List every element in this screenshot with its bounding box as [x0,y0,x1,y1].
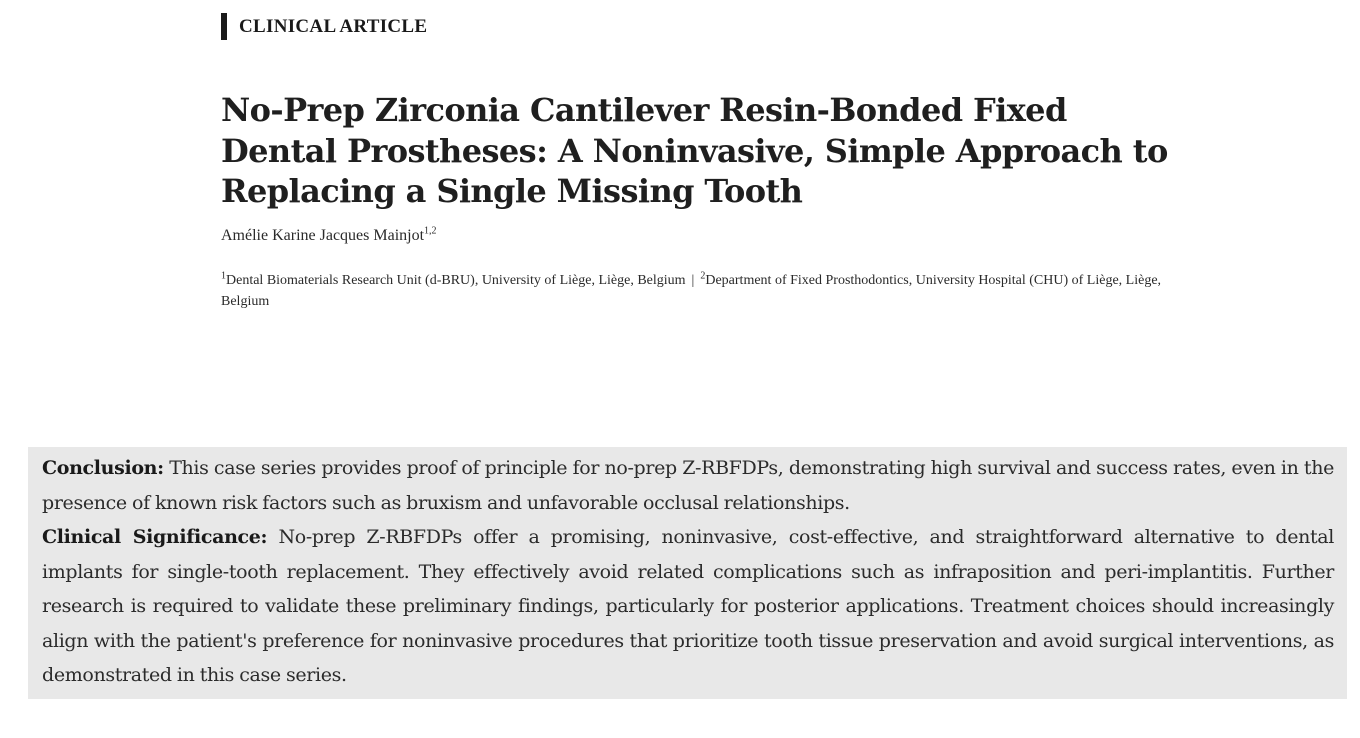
clinical-significance-heading: Clinical Significance: [42,526,268,548]
affiliation-separator: | [691,273,695,288]
section-label: CLINICAL ARTICLE [239,15,428,37]
clinical-significance-paragraph [42,520,1334,693]
conclusion-paragraph [42,451,1334,520]
author-line [221,227,437,245]
affiliations [221,270,1171,312]
affiliation-ref: 1 [221,270,226,282]
affiliation-ref: 2 [700,270,706,282]
affiliation-text: Dental Biomaterials Research Unit (d-BRU), University of Liège, Liège, Belgium [226,273,686,288]
affiliation-text: Department of Fixed Prosthodontics, University Hospital (CHU) of Liège, Liège, Belgium [221,273,1162,309]
author-name: Amélie Karine Jacques Mainjot [221,227,425,244]
conclusion-text: This case series provides proof of principle for no-prep Z-RBFDPs, demonstrating high survival and success rates, even in the presence of known risk factors such as bruxism and unfavorable occlusal relationships. [42,457,1334,514]
conclusion-heading: Conclusion: [42,457,164,479]
section-marker-bar [221,13,227,40]
author-affiliation-refs: 1,2 [424,225,437,237]
clinical-significance-text: No-prep Z-RBFDPs offer a promising, noninvasive, cost-effective, and straightforward alternative to dental implants for single-tooth replacement. They effectively avoid related complications such as infraposition and peri-implantitis. Further research is required to validate these preliminary findings, particularly for posterior applications. Treatment choices should increasingly align with the patient's preference for noninvasive procedures that prioritize tooth tissue preservation and avoid surgical interventions, as demonstrated in this case series. [42,526,1334,686]
section-tag [221,13,427,40]
abstract-box [28,447,1347,699]
article-title: No-Prep Zirconia Cantilever Resin-Bonded Fixed Dental Prostheses: A Noninvasive, Simple Approach to Replacing a Single Missing Tooth [221,91,1168,210]
